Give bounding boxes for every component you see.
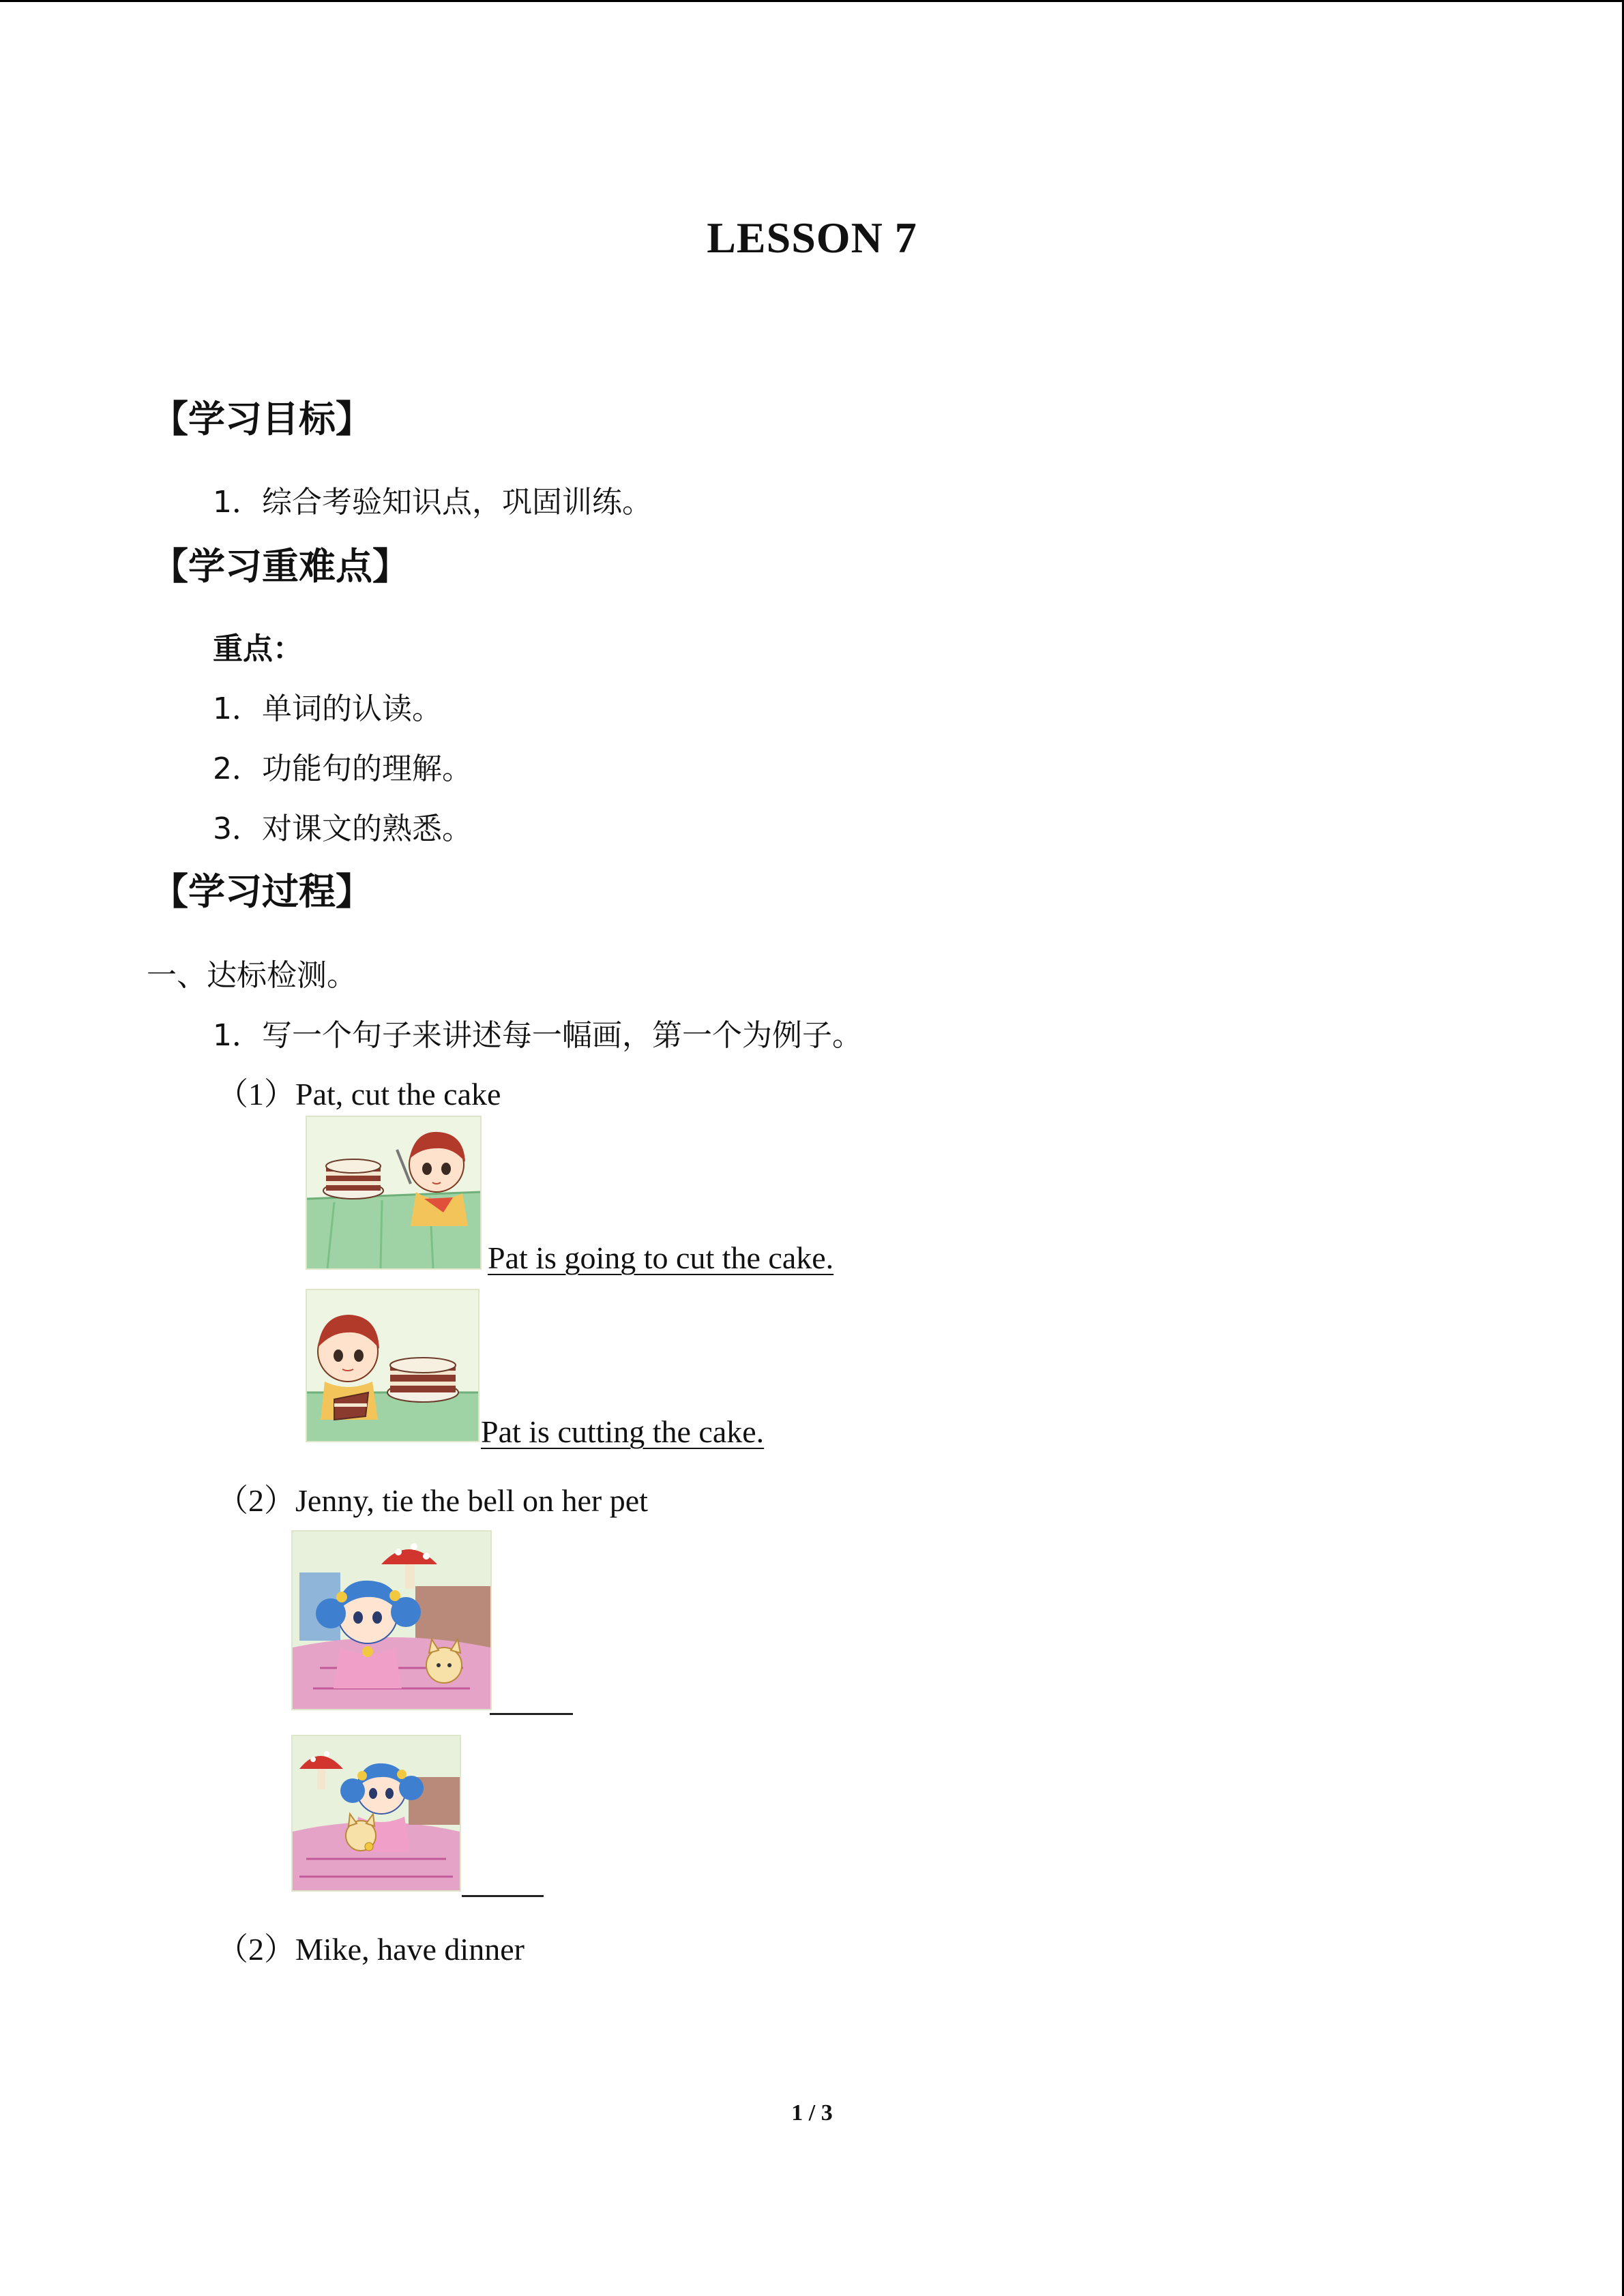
answer-blank-2a[interactable] <box>490 1713 573 1715</box>
part-one-label: 一、达标检测。 <box>147 958 357 993</box>
key-points-label: 重点： <box>213 631 303 666</box>
page-border-top <box>0 0 1624 2</box>
page-number: 1 / 3 <box>791 2100 833 2126</box>
answer-1b: Pat is cutting the cake. <box>481 1414 765 1449</box>
goal-item: 1．综合考验知识点，巩固训练。 <box>213 485 652 520</box>
section-heading-goals: 【学习目标】 <box>151 398 372 441</box>
task-one-instruction: 1．写一个句子来讲述每一幅画，第一个为例子。 <box>213 1018 862 1053</box>
girl-tying-bell-illustration <box>291 1530 492 1710</box>
page-title: LESSON 7 <box>707 213 917 262</box>
section-heading-process: 【学习过程】 <box>151 870 372 913</box>
question-prompt-2: （2）Jenny, tie the bell on her pet <box>217 1483 648 1518</box>
section-heading-key-points: 【学习重难点】 <box>151 545 409 588</box>
answer-1a: Pat is going to cut the cake. <box>488 1240 834 1275</box>
cake-slice-illustration <box>306 1289 479 1442</box>
answer-blank-2b[interactable] <box>462 1895 544 1897</box>
key-point-item: 1．单词的认读。 <box>213 691 442 726</box>
cake-cutting-illustration <box>306 1116 482 1270</box>
question-prompt-1: （1）Pat, cut the cake <box>217 1077 501 1112</box>
key-point-item: 3．对课文的熟悉。 <box>213 811 472 846</box>
key-point-item: 2．功能句的理解。 <box>213 751 472 786</box>
question-prompt-3: （2）Mike, have dinner <box>217 1932 525 1967</box>
girl-cat-bell-illustration <box>291 1735 461 1892</box>
